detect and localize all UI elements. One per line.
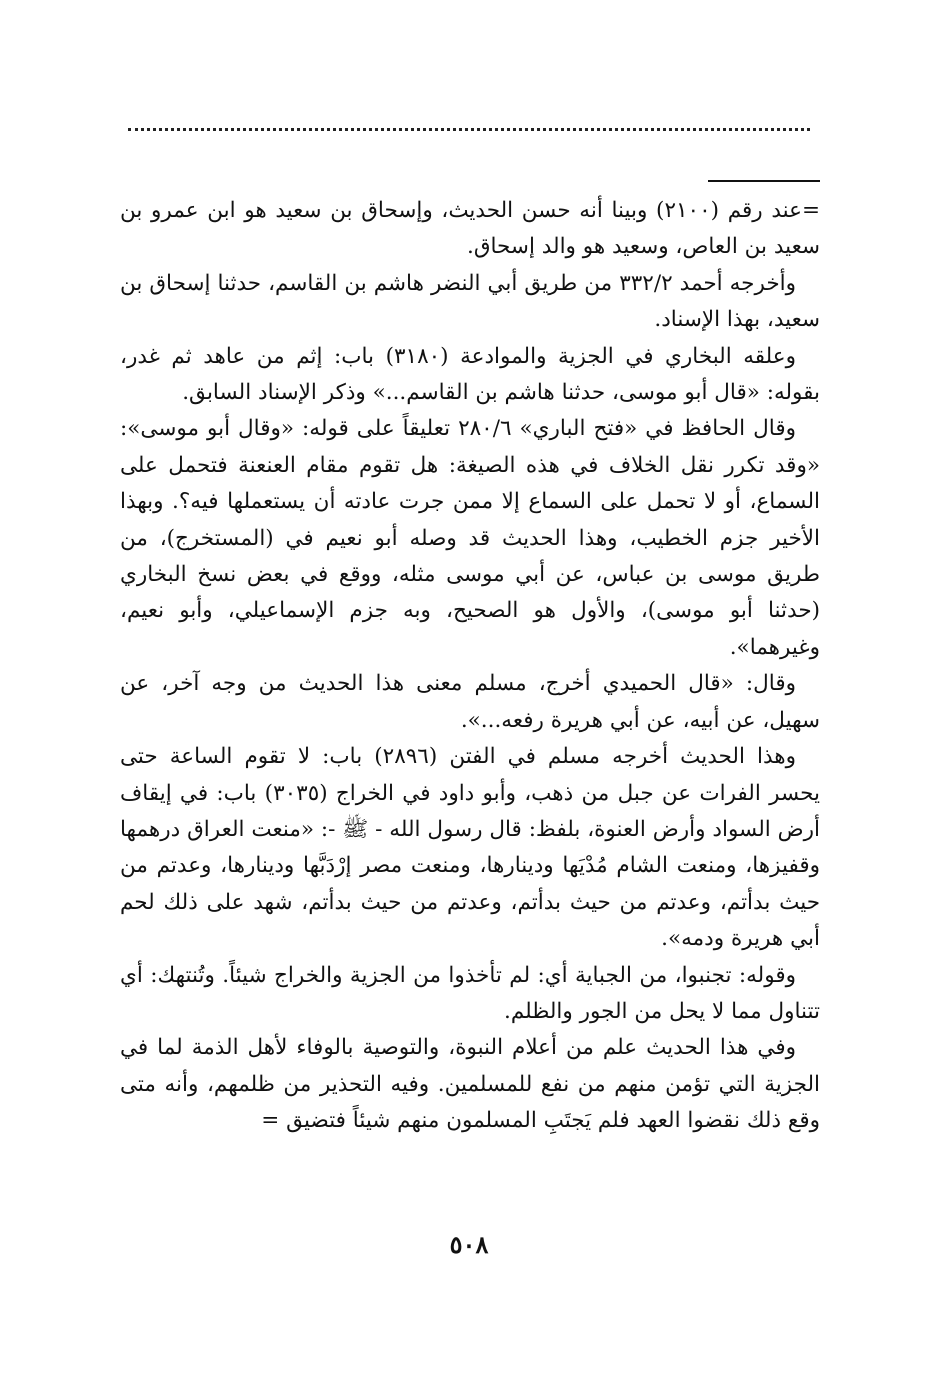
footnote-paragraph: وقال الحافظ في «فتح الباري» ٢٨٠/٦ تعليقاً على قوله: «وقال أبو موسى»: «وقد تكرر نقل الخلاف في هذه الصيغة: هل تقوم مقام العنعنة فتحمل على السماع، أو لا تحمل على السماع إلا ممن جرت عادته أن يستعملها فيه؟. وبهذا الأخير جزم الخطيب، وهذا الحديث قد وصله أبو نعيم في (المستخرج)، من طريق موسى بن عباس، عن أبي موسى مثله، ووقع في بعض نسخ البخاري (حدثنا أبو موسى)، والأول هو الصحيح، وبه جزم الإسماعيلي، وأبو نعيم، وغيرهما». [120, 416, 820, 660]
footnote-paragraph: وأخرجه أحمد ٣٣٢/٢ من طريق أبي النضر هاشم بن القاسم، حدثنا إسحاق بن سعيد، بهذا الإسناد. [120, 270, 820, 333]
footnote-paragraph: وفي هذا الحديث علم من أعلام النبوة، والتوصية بالوفاء لأهل الذمة لما في الجزية التي تؤمن منهم من نفع للمسلمين. وفيه التحذير من ظلمهم، وأنه متى وقع ذلك نقضوا العهد فلم يَجتَبِ المسلمون منهم شيئاً فتضيق = [120, 1035, 820, 1134]
footnote-rule [708, 180, 820, 182]
footnote-paragraph: وهذا الحديث أخرجه مسلم في الفتن (٢٨٩٦) باب: لا تقوم الساعة حتى يحسر الفرات عن جبل من ذهب، وأبو داود في الخراج (٣٠٣٥) باب: في إيقاف أرض السواد وأرض العنوة، بلفظ: قال رسول الله - ﷺ -: «منعت العراق درهمها وقفيزها، ومنعت الشام مُدْيَها ودينارها، ومنعت مصر إرْدَبَّها ودينارها، وعدتم من حيث بدأتم، وعدتم من حيث بدأتم، وعدتم من حيث بدأتم، شهد على ذلك لحم أبي هريرة ودمه». [120, 744, 820, 952]
dotted-divider [128, 128, 810, 131]
footnote-block [120, 193, 820, 1140]
footnote-paragraph: وقوله: تجنبوا، من الجباية أي: لم تأخذوا من الجزية والخراج شيئاً. وتُنتهك: أي تتناول مما لا يحل من الجور والظلم. [120, 962, 820, 1024]
footnote-paragraph: =عند رقم (٢١٠٠) وبينا أنه حسن الحديث، وإسحاق بن سعيد هو ابن عمرو بن سعيد بن العاص، وسعيد هو والد إسحاق. [120, 198, 820, 260]
footnote-paragraph: وقال: «قال الحميدي أخرج، مسلم معنى هذا الحديث من وجه آخر، عن سهيل، عن أبيه، عن أبي هريرة رفعه...». [120, 671, 820, 733]
footnote-paragraph: وعلقه البخاري في الجزية والموادعة (٣١٨٠) باب: إثم من عاهد ثم غدر، بقوله: «قال أبو موسى، حدثنا هاشم بن القاسم...» وذكر الإسناد السابق. [120, 343, 820, 406]
page-number: ٥٠٨ [449, 1230, 489, 1259]
